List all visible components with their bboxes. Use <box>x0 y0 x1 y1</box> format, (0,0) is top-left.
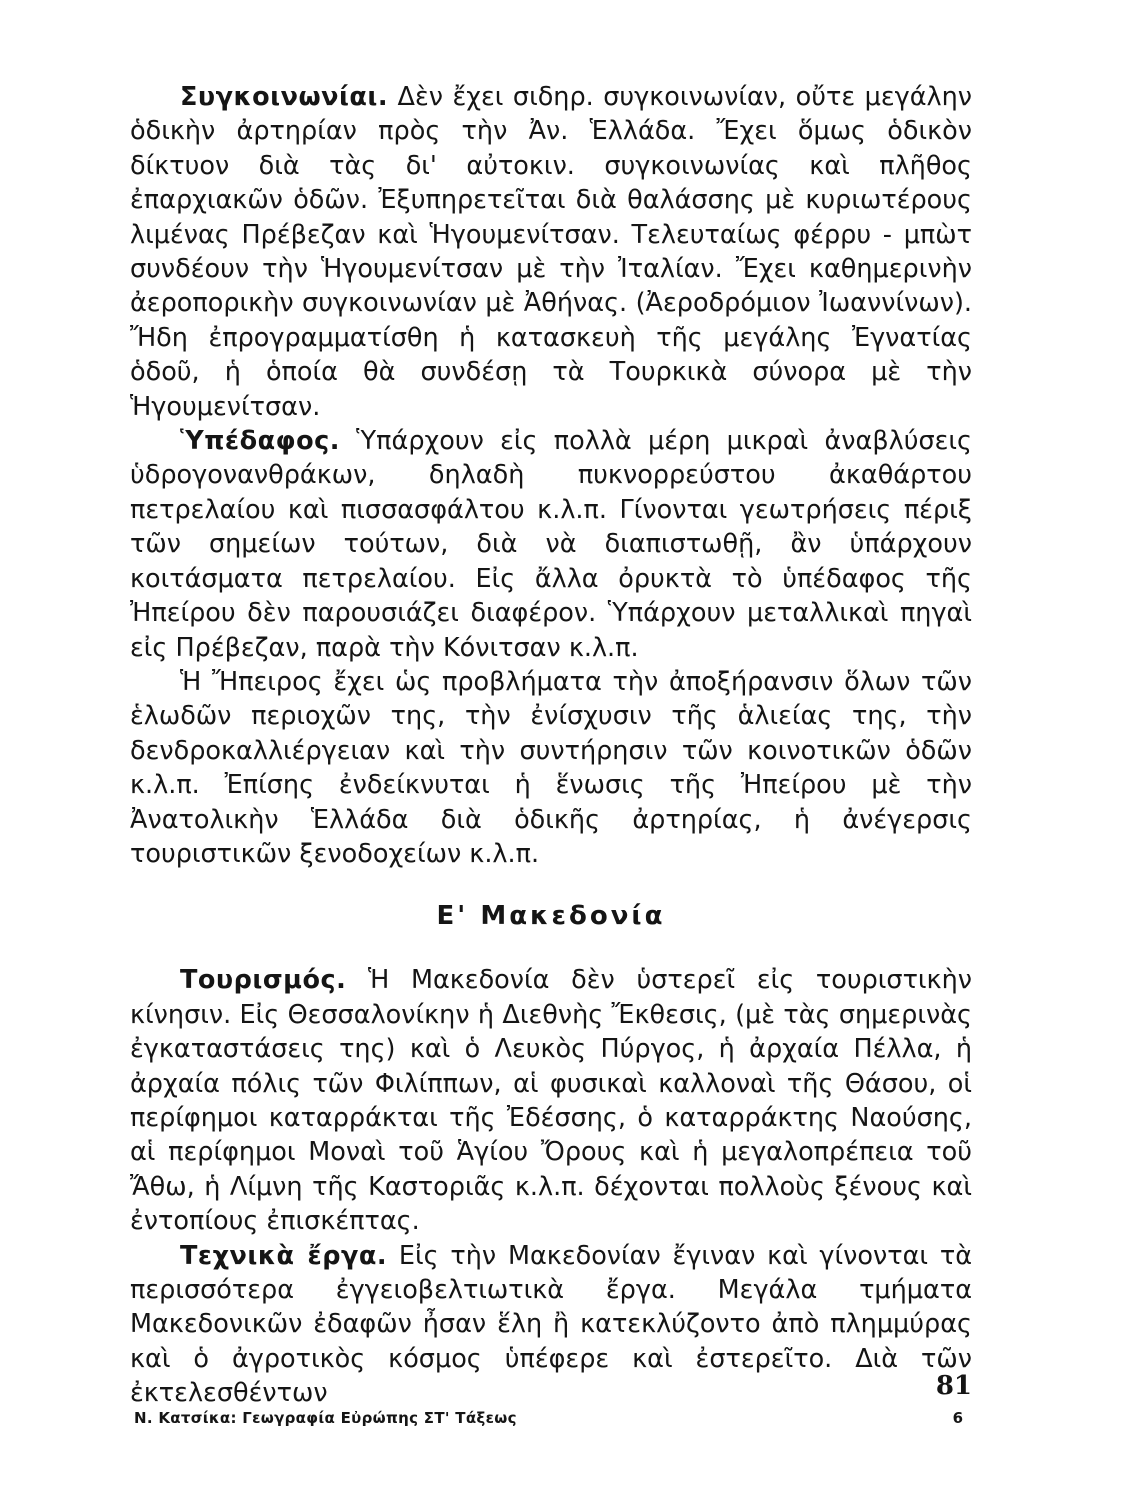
heading-subsoil: Ὑπέδαφος. <box>180 426 340 457</box>
page-body <box>130 80 972 1480</box>
heading-transport: Συγκοινωνίαι. <box>180 82 389 112</box>
text-tourism: Ἡ Μακεδονία δὲν ὑστερεῖ εἰς τουριστικὴν κίνησιν. Εἰς Θεσσαλονίκην ἡ Διεθνὴς Ἔκθεσις, (μὲ τὰς σημερινὰς ἐγκαταστάσεις της) καὶ ὁ Λευκὸς Πύργος, ἡ ἀρχαία Πέλλα, ἡ ἀρχαία πόλις τῶν Φιλίππων, αἱ φυσικαὶ καλλοναὶ τῆς Θάσου, οἱ περίφημοι καταρράκται τῆς Ἐδέσσης, ὁ καταρράκτης Ναούσης, αἱ περίφημοι Μοναὶ τοῦ Ἁγίου Ὄρους καὶ ἡ μεγαλοπρέπεια τοῦ Ἄθω, ἡ Λίμνη τῆς Καστοριᾶς κ.λ.π. δέχονται πολλοὺς ξένους καὶ ἐντοπίους ἐπισκέπτας. <box>130 965 972 1237</box>
paragraph-technical-works <box>130 1239 972 1411</box>
text-subsoil: Ὑπάρχουν εἰς πολλὰ μέρη μικραὶ ἀναβλύσεις ὑδρογονανθράκων, δηλαδὴ πυκνορρεύστου ἀκαθάρτου πετρελαίου καὶ πισσασφάλτου κ.λ.π. Γίνονται γεωτρήσεις πέριξ τῶν σημείων τούτων, διὰ νὰ διαπιστωθῇ, ἂν ὑπάρχουν κοιτάσματα πετρελαίου. Εἰς ἄλλα ὀρυκτὰ τὸ ὑπέδαφος τῆς Ἠπείρου δὲν παρουσιάζει διαφέρον. Ὑπάρχουν μεταλλικαὶ πηγαὶ εἰς Πρέβεζαν, παρὰ τὴν Κόνιτσαν κ.λ.π. <box>130 426 972 663</box>
text-technical-works: Εἰς τὴν Μακεδονίαν ἔγιναν καὶ γίνονται τὰ περισσότερα ἐγγειοβελτιωτικὰ ἔργα. Μεγάλα τμήματα Μακεδονικῶν ἐδαφῶν ἦσαν ἕλη ἢ κατεκλύζοντο ἀπὸ πλημμύρας καὶ ὁ ἀγροτικὸς κόσμος ὑπέφερε καὶ ἐστερεῖτο. Διὰ τῶν ἐκτελεσθέντων <box>130 1240 972 1409</box>
page-number: 81 <box>935 1371 972 1401</box>
paragraph-subsoil <box>130 424 972 665</box>
paragraph-problems <box>130 665 972 871</box>
text-problems: Ἡ Ἤπειρος ἔχει ὡς προβλήματα τὴν ἀποξήρανσιν ὅλων τῶν ἑλωδῶν περιοχῶν της, τὴν ἐνίσχυσιν τῆς ἁλιείας της, τὴν δενδροκαλλιέργειαν καὶ τὴν συντήρησιν τῶν κοινοτικῶν ὁδῶν κ.λ.π. Ἐπίσης ἐνδείκνυται ἡ ἕνωσις τῆς Ἠπείρου μὲ τὴν Ἀνατολικὴν Ἑλλάδα διὰ ὁδικῆς ἀρτηρίας, ἡ ἀνέγερσις τουριστικῶν ξενοδοχείων κ.λ.π. <box>130 666 972 869</box>
footer-book-title: Ν. Κατσίκα: Γεωγραφία Εὐρώπης ΣΤ' Τάξεως <box>134 1409 517 1427</box>
section-title-macedonia: Ε' Μακεδονία <box>436 901 666 932</box>
paragraph-tourism <box>130 963 972 1238</box>
paragraph-transport <box>130 80 972 424</box>
heading-technical-works: Τεχνικὰ ἔργα. <box>180 1240 388 1271</box>
heading-tourism: Τουρισμός. <box>180 965 347 996</box>
text-transport: Δὲν ἔχει σιδηρ. συγκοινωνίαν, οὔτε μεγάλην ὁδικὴν ἀρτηρίαν πρὸς τὴν Ἀν. Ἑλλάδα. Ἔχει ὅμως ὁδικὸν δίκτυον διὰ τὰς δι' αὐτοκιν. συγκοινωνίας καὶ πλῆθος ἐπαρχιακῶν ὁδῶν. Ἐξυπηρετεῖται διὰ θαλάσσης μὲ κυριωτέρους λιμένας Πρέβεζαν καὶ Ἡγουμενίτσαν. Τελευταίως φέρρυ - μπὼτ συνδέουν τὴν Ἡγουμενίτσαν μὲ τὴν Ἰταλίαν. Ἔχει καθημερινὴν ἀεροπορικὴν συγκοινωνίαν μὲ Ἀθήνας. (Ἀεροδρόμιον Ἰωαννίνων). Ἤδη ἐπρογραμματίσθη ἡ κατασκευὴ τῆς μεγάλης Ἐγνατίας ὁδοῦ, ἡ ὁποία θὰ συνδέσῃ τὰ Τουρκικὰ σύνορα μὲ τὴν Ἡγουμενίτσαν. <box>130 82 972 422</box>
footer-signature-mark: 6 <box>952 1409 963 1427</box>
